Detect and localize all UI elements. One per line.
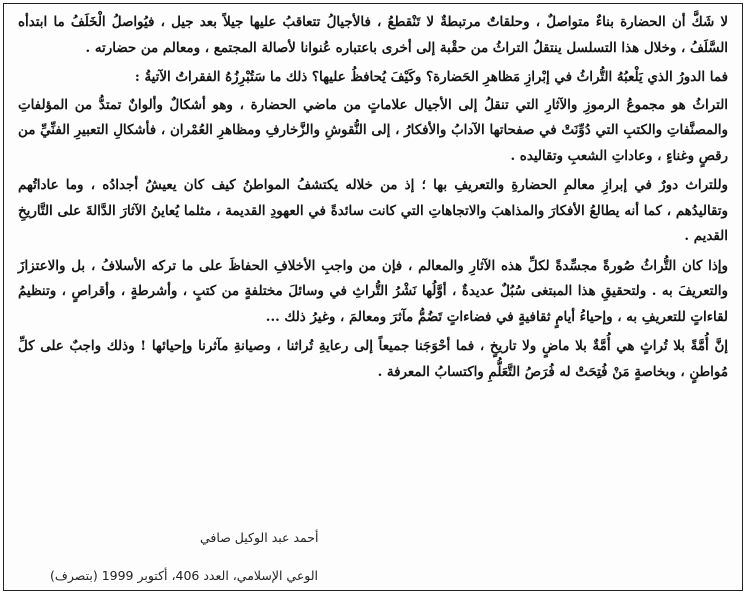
paragraph-role: وللتراث دورٌ في إبرازِ معالمِ الحضارةِ والتعريفِ بها ؛ إذ من خلاله يكتشفُ المواطنُ كيف كان يعيشُ أجدادُه ، وما عاداتُهم وتقاليدُهم ، كما أنه يطالعُ الأفكارَ والمذاهبَ والاتجاهاتِ التي كانت سائدةً في العهودِ القديمة ، مثلما يُعاينُ الآثارَ الدَّالةَ على التَّاريخِ القديم . — [18, 177, 728, 244]
paragraph-intro: لا شَكَّ أن الحضارة بناءٌ متواصلٌ ، وحلقاتٌ مرتبطةٌ لا تَنْقطعُ ، فالأجيالُ تتعاقبُ عليها جيلاً بعد جيل ، فيُواصلُ الْخَلَفُ ما ابتدأه السَّلَفُ ، وخلال هذا التسلسل ينتقلُ التراثُ من حقْبة إلى أخرى باعتباره عُنوانا لأصالة المجتمع ، ومعالم من حضارته . — [18, 14, 728, 56]
text-frame — [3, 3, 743, 591]
source-citation: الوعي الإسلامي، العدد 406، أكتوبر 1999 (بتصرف) — [50, 568, 319, 583]
article-body — [18, 10, 728, 389]
paragraph-preservation: وإذا كان التُّراثُ صُورةً مجسِّدةً لكلِّ هذه الآثارِ والمعالم ، فإن من واجبِ الأخلافِ الحفاظَ على ما تركه الأسلافُ ، بل والاعتزازَ والتعريفَ به . ولتحقيقِ هذا المبتغى سُبُلٌ عديدةٌ ، أوَّلُها نَشْرُ التُّراثِ في وسائلَ مختلفةٍ من كتبٍ ، وأشرطةٍ ، وأقراصٍ ، وتنظيمُ لقاءاتٍ للتعريفِ به ، وإحياءُ أيامٍ ثقافيةٍ في فضاءاتٍ تَضُمُّ مآثرَ ومعالمَ ، وغيرُ ذلك ... — [18, 257, 728, 325]
author-name: أحمد عبد الوكيل صافي — [200, 530, 319, 545]
paragraph-conclusion: إنَّ أُمَّةً بلا تُراثٍ هي أُمَّةٌ بلا ماضٍ ولا تاريخٍ ، فما أحْوَجَنا جميعاً إلى رعايةِ تُراثنا ، وصيانةِ مآثرنا وإحيائها ! وذلك واجبٌ على كلِّ مُواطنٍ ، وبخاصةٍ مَنْ فُتِحَتْ له فُرَصُ التَّعَلُّمِ واكتسابُ المعرفة . — [18, 338, 728, 380]
paragraph-definition: التراثُ هو مجموعُ الرموزِ والآثارِ التي تنقلُ إلى الأجيال علاماتٍ من ماضي الحضارة ، وهو أشكالٌ وألوانٌ تمتدُّ من المؤلفاتِ والمصنَّفاتِ والكتبِ التي دُوِّنَتْ في صفحاتها الآدابُ والأفكارُ ، إلى النُّقوشِ والزَّخارفِ ومظاهرِ العُمْران ، فأشكالِ التعبيرِ الفنِّيِّ من رقصٍ وغناءٍ ، وعاداتِ الشعبِ وتقاليده . — [18, 96, 728, 164]
paragraph-question: فما الدورُ الذي يَلْعبُهُ التُّراثُ في إبْرازِ مَظاهرِ الحَضارة؟ وكَيْفَ يُحافظُ عليها؟ ذلك ما سَتُبْرِزُهُ الفقراتُ الآتيةُ : — [134, 69, 728, 85]
